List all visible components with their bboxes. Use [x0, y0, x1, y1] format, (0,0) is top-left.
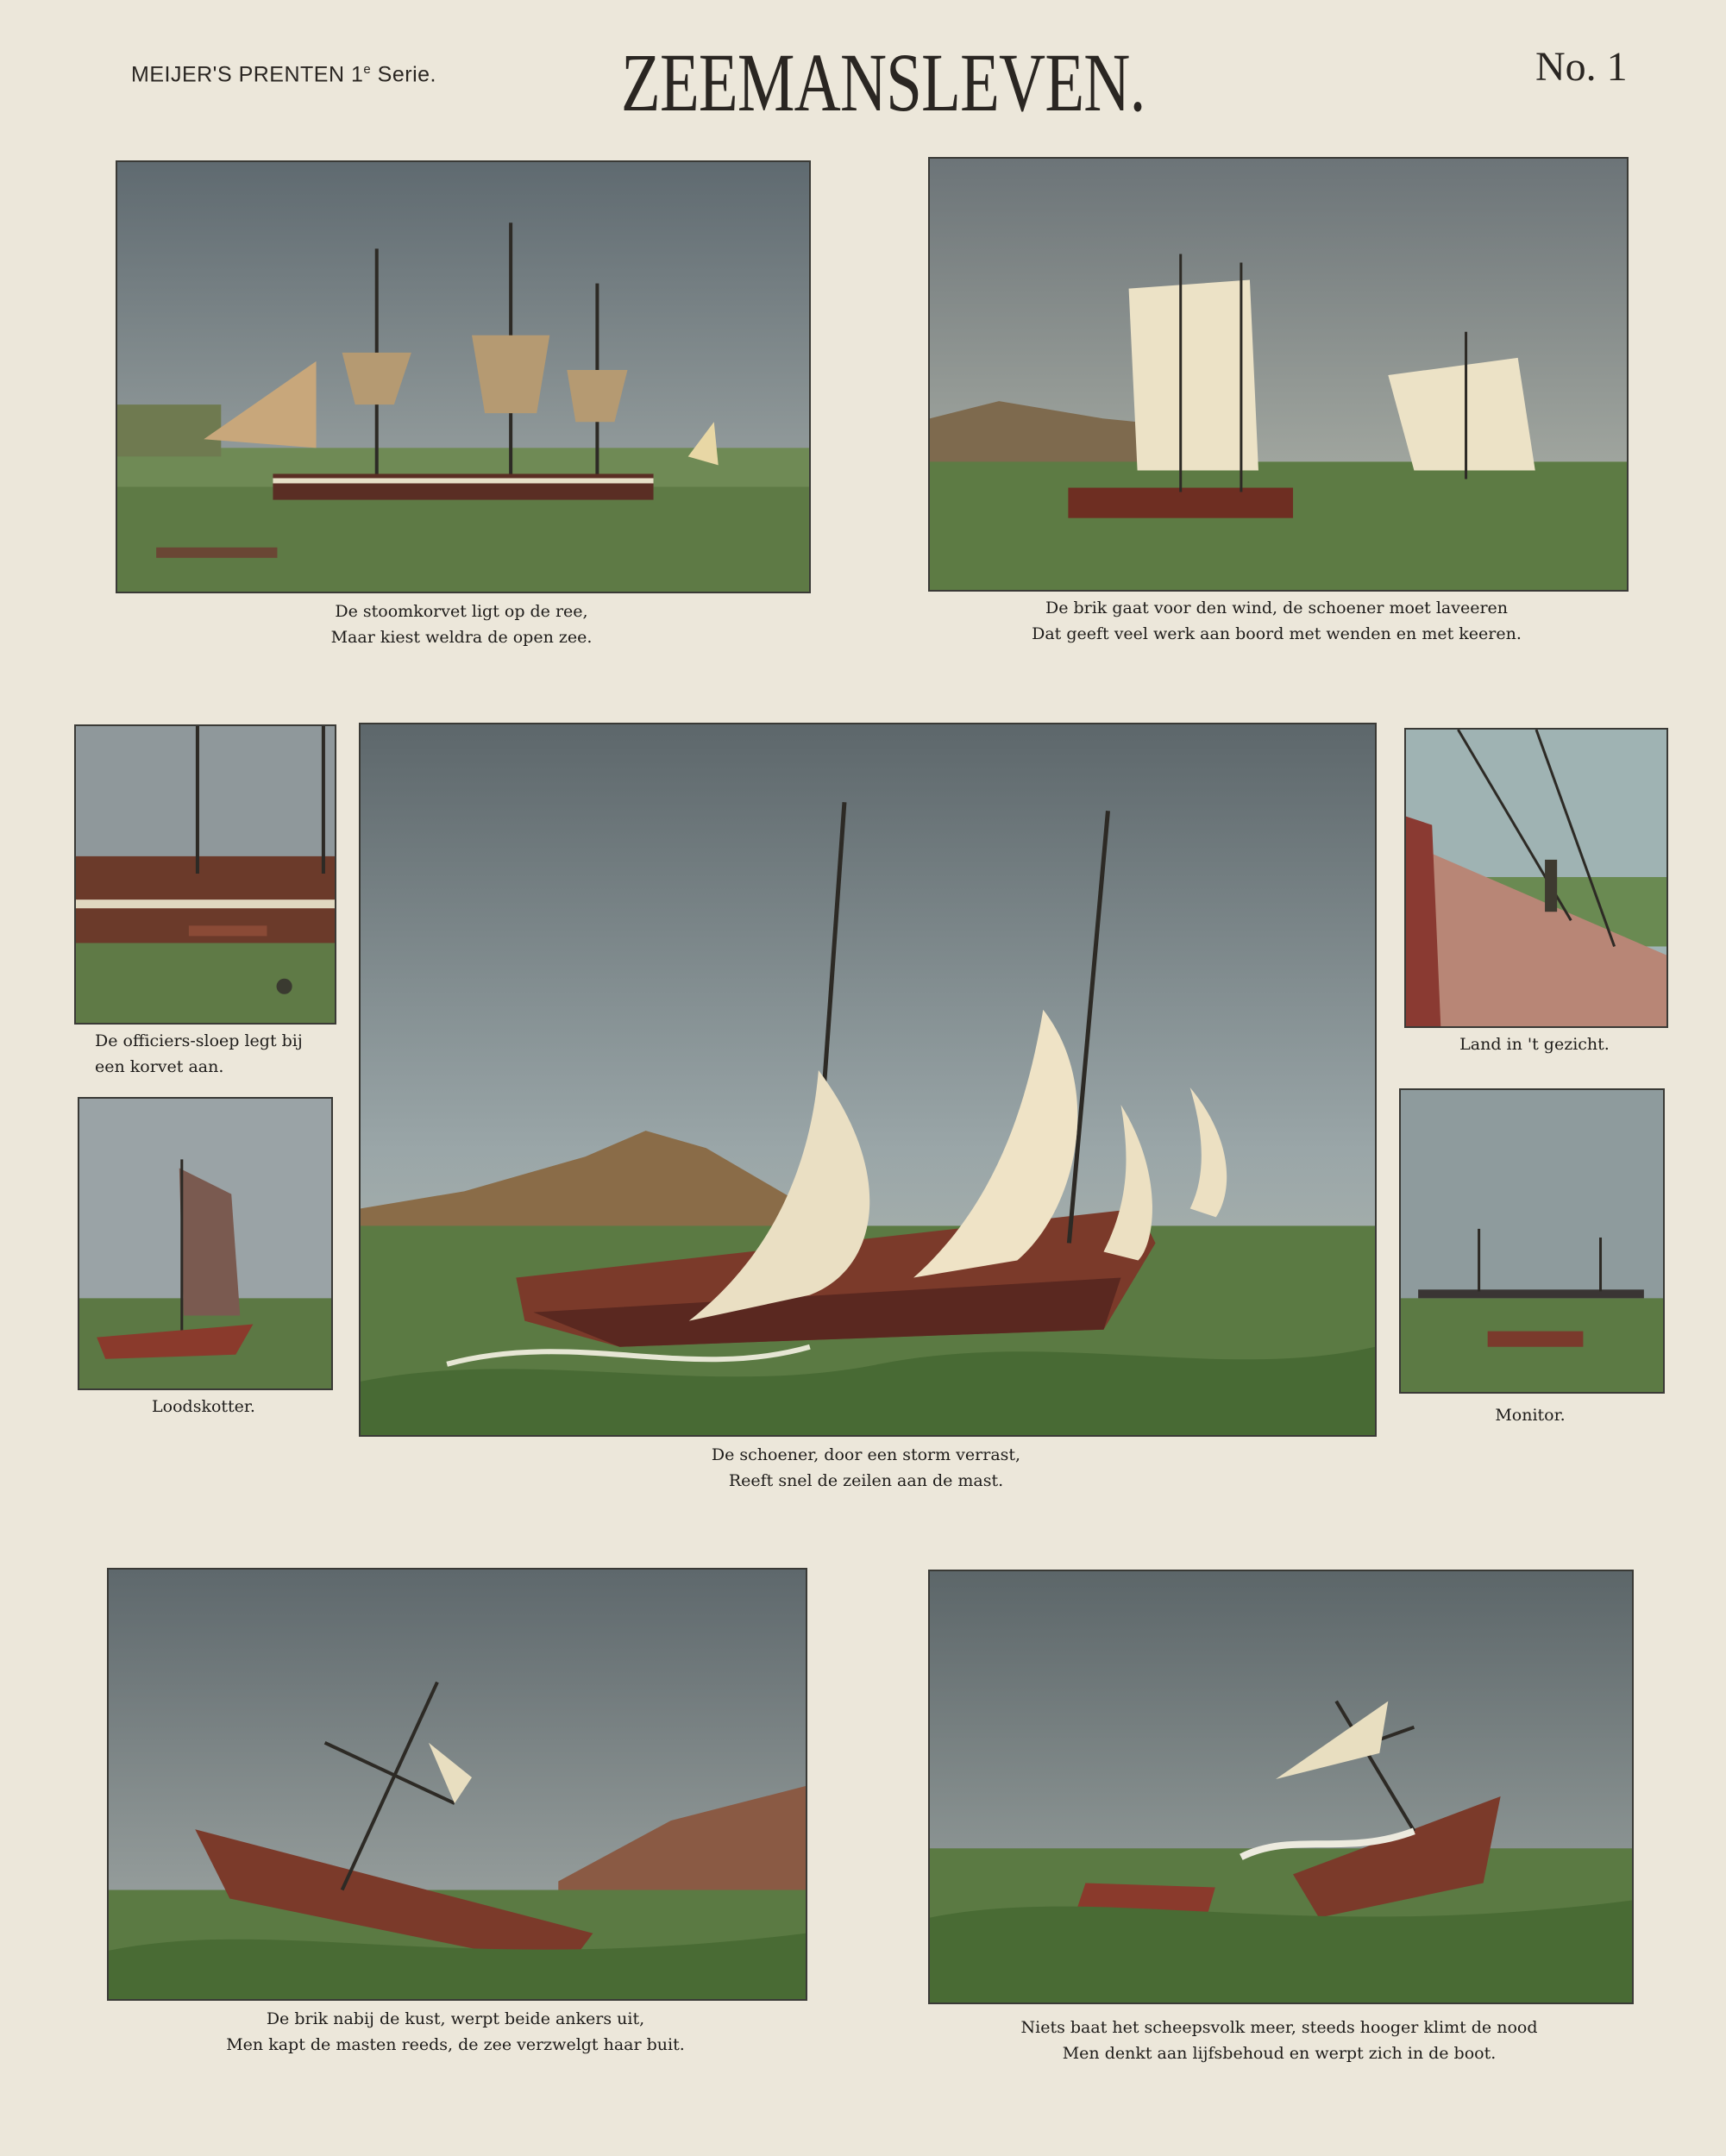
series-label: MEIJER'S PRENTEN 1e Serie. [131, 62, 436, 87]
caption-pilot-cutter: Loodskotter. [152, 1397, 255, 1416]
caption-brig-and-schooner: De brik gaat voor den wind, de schoener moet laveeren Dat geeft veel werk aan boord met wenden en met keeren. [1032, 599, 1522, 643]
page-title: ZEEMANSLEVEN. [621, 36, 1145, 128]
sheet-number: No. 1 [1535, 44, 1628, 90]
illustration-officers-sloop [74, 724, 336, 1025]
illustration-brig-and-schooner [928, 157, 1629, 592]
caption-officers-sloop: De officiers-sloep legt bij een korvet aan. [95, 1031, 303, 1076]
illustration-brig-near-coast [107, 1568, 807, 2001]
illustration-land-in-sight [1404, 728, 1668, 1028]
caption-monitor: Monitor. [1495, 1406, 1566, 1425]
illustration-monitor [1399, 1088, 1665, 1394]
illustration-schooner-in-storm [359, 723, 1377, 1437]
illustration-pilot-cutter [78, 1097, 333, 1390]
caption-schooner-in-storm: De schoener, door een storm verrast, Reeft snel de zeilen aan de mast. [711, 1445, 1021, 1490]
caption-brig-near-coast: De brik nabij de kust, werpt beide ankers uit, Men kapt de masten reeds, de zee verzwelgt haar buit. [226, 2009, 685, 2054]
caption-land-in-sight: Land in 't gezicht. [1459, 1035, 1610, 1054]
caption-steam-corvette: De stoomkorvet ligt op de ree, Maar kiest weldra de open zee. [330, 602, 593, 647]
illustration-abandon-ship [928, 1570, 1634, 2004]
caption-abandon-ship: Niets baat het scheepsvolk meer, steeds hooger klimt de nood Men denkt aan lijfsbehoud en werpt zich in de boot. [1020, 2018, 1538, 2063]
illustration-steam-corvette [116, 160, 811, 593]
